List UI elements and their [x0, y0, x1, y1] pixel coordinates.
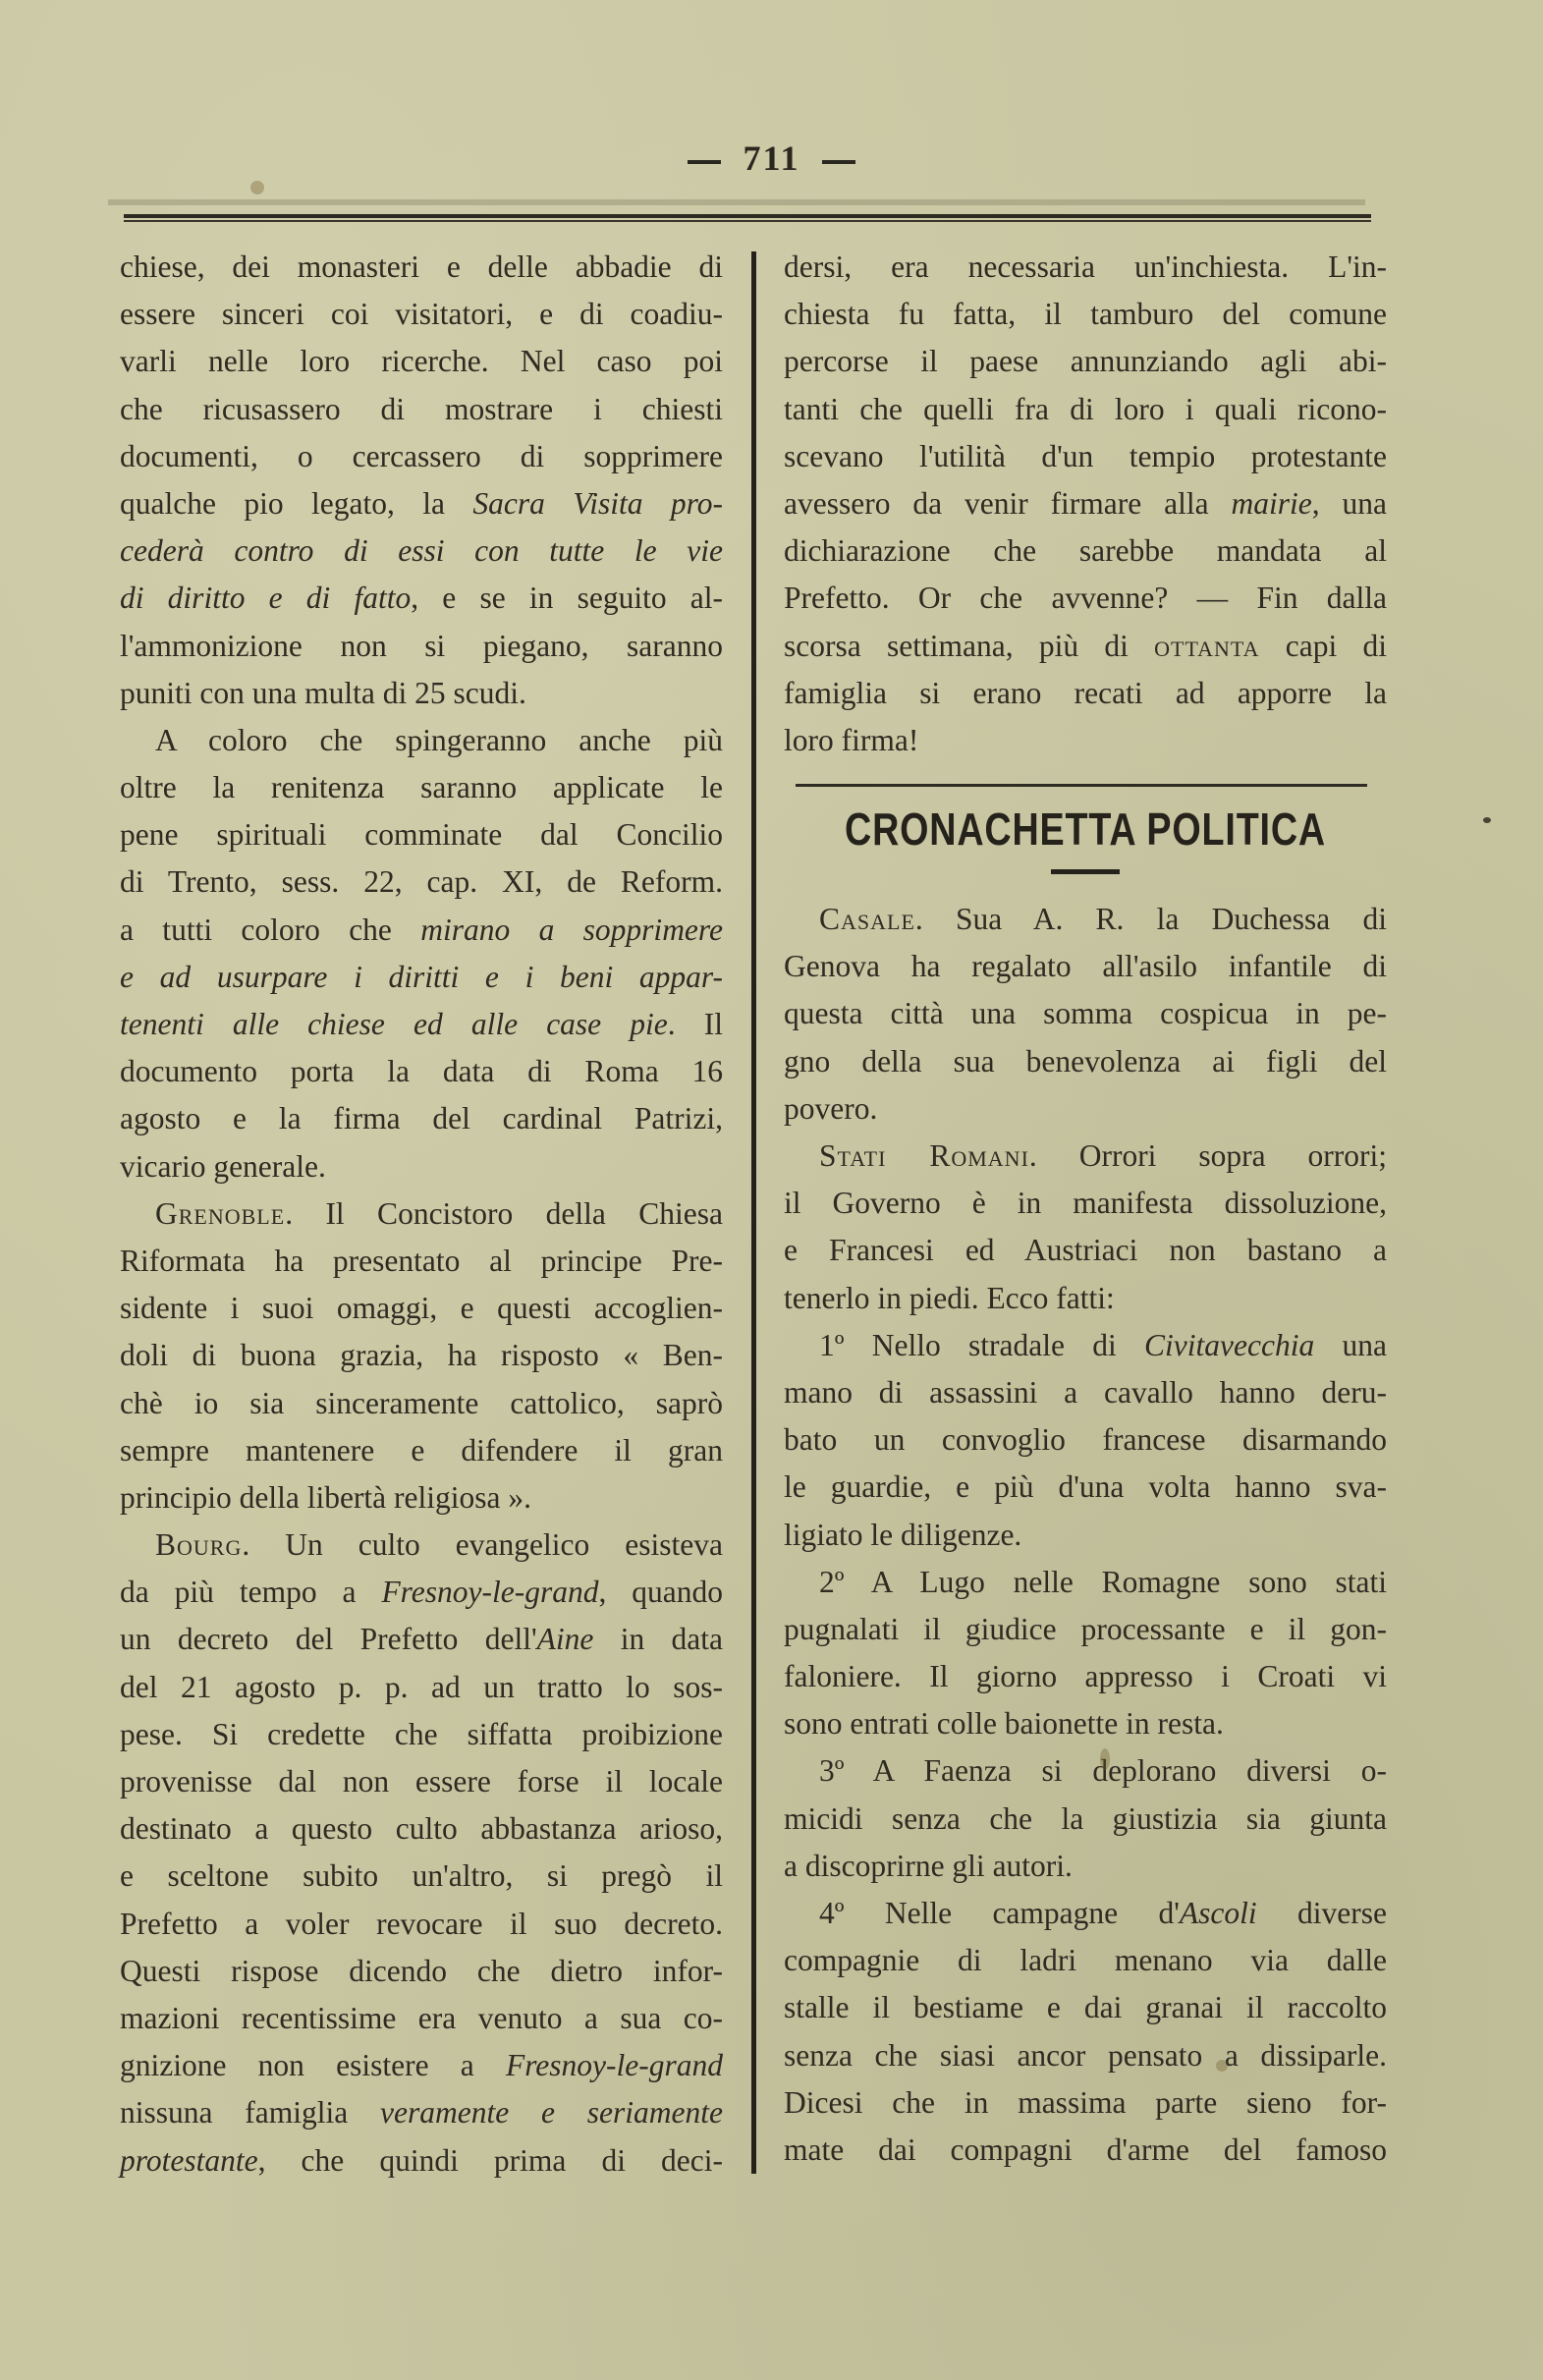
text-line: tenerlo in piedi. Ecco fatti:	[784, 1280, 1115, 1315]
foxing-stain	[250, 181, 264, 194]
italic-text: mirano a sopprimere	[420, 912, 723, 947]
text-line: A coloro che spingeranno anche più	[155, 722, 723, 757]
text-line: pene spirituali comminate dal Concilio	[120, 817, 723, 853]
text-line: mate dai compagni d'arme del famoso	[784, 2131, 1387, 2167]
text-line	[120, 1522, 723, 1569]
text-line: Dicesi che in massima parte sieno for-	[784, 2084, 1387, 2120]
text-line	[784, 1133, 1387, 1180]
text-line: agosto e la firma del cardinal Patrizi,	[120, 1101, 723, 1136]
text-run: una	[1314, 1327, 1387, 1362]
place-name-smallcaps: Grenoble	[155, 1195, 286, 1231]
text-run: . Orrori sopra orrori;	[1028, 1138, 1387, 1173]
text-line: Genova ha regalato all'asilo infantile di	[784, 949, 1387, 984]
page-number: 711	[743, 138, 800, 178]
italic-text: Sacra Visita pro-	[472, 485, 723, 521]
header-double-rule	[124, 214, 1371, 222]
text-line: a discoprirne gli autori.	[784, 1848, 1073, 1883]
text-line: faloniere. Il giorno appresso i Croati vi	[784, 1659, 1387, 1694]
text-run: . Il Concistoro della Chiesa	[285, 1195, 723, 1231]
text-line: senza che siasi ancor pensato a dissiparle.	[784, 2037, 1387, 2073]
text-line	[120, 954, 723, 1001]
text-line: doli di buona grazia, ha risposto « Ben-	[120, 1338, 723, 1373]
text-run: scorsa settimana, più di	[784, 628, 1155, 663]
text-line: bato un convoglio francese disarmando	[784, 1422, 1387, 1458]
text-run: gnizione non esistere a	[120, 2048, 506, 2083]
text-line: ligiato le diligenze.	[784, 1517, 1022, 1552]
text-line: dichiarazione che sarebbe mandata al	[784, 533, 1387, 569]
italic-text: protestante	[120, 2142, 258, 2178]
foxing-stain	[1483, 817, 1491, 823]
text-line: e Francesi ed Austriaci non bastano a	[784, 1233, 1387, 1268]
text-line: micidi senza che la giustizia sia giunta	[784, 1800, 1387, 1836]
text-run: . Il	[667, 1007, 723, 1041]
text-line: l'ammonizione non si piegano, saranno	[120, 628, 723, 663]
italic-text: veramente e seriamente	[380, 2095, 723, 2131]
foxing-stain	[1216, 2060, 1228, 2072]
text-run: un decreto del Prefetto dell'	[120, 1622, 537, 1657]
text-line: di Trento, sess. 22, cap. XI, de Reform.	[120, 864, 723, 900]
text-run: , che quindi prima di deci-	[257, 2142, 723, 2178]
text-line	[120, 2042, 723, 2089]
text-line	[784, 1322, 1387, 1369]
text-run: 1º Nello stradale di	[819, 1327, 1145, 1362]
foxing-stain	[1100, 1748, 1110, 1770]
text-line	[120, 1616, 723, 1663]
page-number-header	[0, 138, 1543, 179]
section-separator-rule	[796, 784, 1367, 787]
text-line	[784, 896, 1387, 943]
text-line: chiese, dei monasteri e delle abbadie di	[120, 249, 723, 284]
text-line: puniti con una multa di 25 scudi.	[120, 675, 526, 710]
italic-text: Ascoli	[1179, 1896, 1257, 1930]
text-run: . Un culto evangelico esisteva	[242, 1527, 723, 1563]
bleed-through-rule	[108, 199, 1365, 205]
text-line: essere sinceri coi visitatori, e di coadiu-	[120, 297, 723, 332]
text-run: diverse	[1256, 1896, 1387, 1930]
text-line: pugnalati il giudice processante e il gon-	[784, 1611, 1387, 1646]
text-run: capi di	[1259, 628, 1387, 663]
text-line	[120, 2137, 723, 2185]
text-line: percorse il paese annunziando agli abi-	[784, 344, 1387, 379]
italic-text: Fresnoy-le-grand	[381, 1575, 599, 1610]
text-line: povero.	[784, 1090, 878, 1126]
text-run: . Sua A. R. la Duchessa di	[914, 902, 1387, 937]
text-run: 4º Nelle campagne d'	[819, 1896, 1180, 1930]
title-underline-rule	[1051, 869, 1120, 874]
text-line: le guardie, e più d'una volta hanno sva-	[784, 1469, 1387, 1505]
text-run: da più tempo a	[120, 1575, 382, 1610]
column-divider	[751, 251, 756, 2174]
text-line: compagnie di ladri menano via dalle	[784, 1943, 1387, 1978]
text-line: vicario generale.	[120, 1148, 326, 1184]
text-line: dersi, era necessaria un'inchiesta. L'in-	[784, 249, 1387, 284]
text-line	[120, 1190, 723, 1238]
text-line: 3º A Faenza si deplorano diversi o-	[819, 1753, 1387, 1789]
italic-text: Fresnoy-le-grand	[505, 2048, 723, 2083]
italic-text: Civitavecchia	[1144, 1327, 1315, 1362]
political-chronicle	[784, 896, 1387, 2174]
text-line: 2º A Lugo nelle Romagne sono stati	[819, 1564, 1387, 1599]
dash-left	[688, 160, 721, 164]
article-continuation	[784, 244, 1387, 764]
dash-right	[822, 160, 855, 164]
text-line	[120, 2089, 723, 2136]
text-run: in data	[593, 1622, 724, 1657]
text-line: documento porta la data di Roma 16	[120, 1054, 723, 1089]
text-line: sempre mantenere e difendere il gran	[120, 1432, 723, 1467]
italic-text: Aine	[536, 1622, 594, 1657]
text-line	[120, 1569, 723, 1616]
text-line: Questi rispose dicendo che dietro infor-	[120, 1953, 723, 1988]
text-line	[120, 907, 723, 954]
left-column	[120, 244, 723, 2185]
text-line	[120, 480, 723, 527]
text-line	[120, 575, 723, 622]
text-line: scevano l'utilità d'un tempio protestante	[784, 438, 1387, 473]
text-line	[120, 1001, 723, 1048]
text-run: qualche pio legato, la	[120, 485, 473, 521]
place-name-smallcaps: Casale	[819, 902, 915, 937]
text-line: famiglia si erano recati ad apporre la	[784, 675, 1387, 710]
text-line: Prefetto a voler revocare il suo decreto.	[120, 1906, 723, 1941]
italic-text: di diritto e di fatto	[120, 581, 412, 616]
text-line: questa città una somma cospicua in pe-	[784, 996, 1387, 1031]
italic-text: mairie	[1231, 485, 1312, 521]
text-line: gno della sua benevolenza ai figli del	[784, 1043, 1387, 1079]
text-line: Prefetto. Or che avvenne? — Fin dalla	[784, 581, 1387, 616]
text-line	[784, 1890, 1387, 1937]
place-name-smallcaps: Bourg	[155, 1527, 243, 1563]
italic-text: e ad usurpare i diritti e i beni appar-	[120, 959, 723, 994]
text-line: che ricusassero di mostrare i chiesti	[120, 391, 723, 426]
text-line: e sceltone subito un'altro, si pregò il	[120, 1858, 723, 1894]
text-line: del 21 agosto p. p. ad un tratto lo sos-	[120, 1669, 723, 1704]
text-line: pese. Si credette che siffatta proibizione	[120, 1716, 723, 1751]
text-line: stalle il bestiame e dai granai il raccolto	[784, 1990, 1387, 2025]
text-line: chiesta fu fatta, il tamburo del comune	[784, 297, 1387, 332]
text-line	[784, 623, 1387, 670]
text-run: a tutti coloro che	[120, 912, 421, 947]
italic-text: cederà contro di essi con tutte le vie	[120, 533, 723, 569]
text-run: , quando	[598, 1575, 724, 1610]
text-line: sidente i suoi omaggi, e questi accoglien-	[120, 1291, 723, 1326]
right-column	[784, 244, 1387, 2174]
text-line: documenti, o cercassero di sopprimere	[120, 438, 723, 473]
text-line: mazioni recentissime era venuto a sua co-	[120, 2000, 723, 2035]
section-title: CRONACHETTA POLITICA	[845, 803, 1326, 856]
text-line: Riformata ha presentato al principe Pre-	[120, 1243, 723, 1278]
text-line: provenisse dal non essere forse il locale	[120, 1764, 723, 1799]
text-line: varli nelle loro ricerche. Nel caso poi	[120, 344, 723, 379]
text-line	[120, 527, 723, 575]
text-line: destinato a questo culto abbastanza arioso,	[120, 1811, 723, 1847]
text-line	[784, 480, 1387, 527]
text-run: , una	[1311, 485, 1387, 521]
place-name-smallcaps: Stati Romani	[819, 1138, 1029, 1173]
text-line: mano di assassini a cavallo hanno deru-	[784, 1374, 1387, 1410]
text-run: nissuna famiglia	[120, 2095, 381, 2131]
text-line: principio della libertà religiosa ».	[120, 1479, 531, 1515]
italic-text: tenenti alle chiese ed alle case pie	[120, 1007, 668, 1041]
text-line: il Governo è in manifesta dissoluzione,	[784, 1186, 1387, 1221]
text-run: avessero da venir firmare alla	[784, 485, 1232, 521]
text-line: loro firma!	[784, 722, 919, 757]
place-name-smallcaps: ottanta	[1154, 628, 1260, 663]
text-run: , e se in seguito al-	[411, 581, 723, 616]
text-line: chè io sia sinceramente cattolico, saprò	[120, 1385, 723, 1420]
text-line: sono entrati colle baionette in resta.	[784, 1706, 1224, 1742]
text-line: oltre la renitenza saranno applicate le	[120, 770, 723, 805]
text-line: tanti che quelli fra di loro i quali ricono-	[784, 391, 1387, 426]
